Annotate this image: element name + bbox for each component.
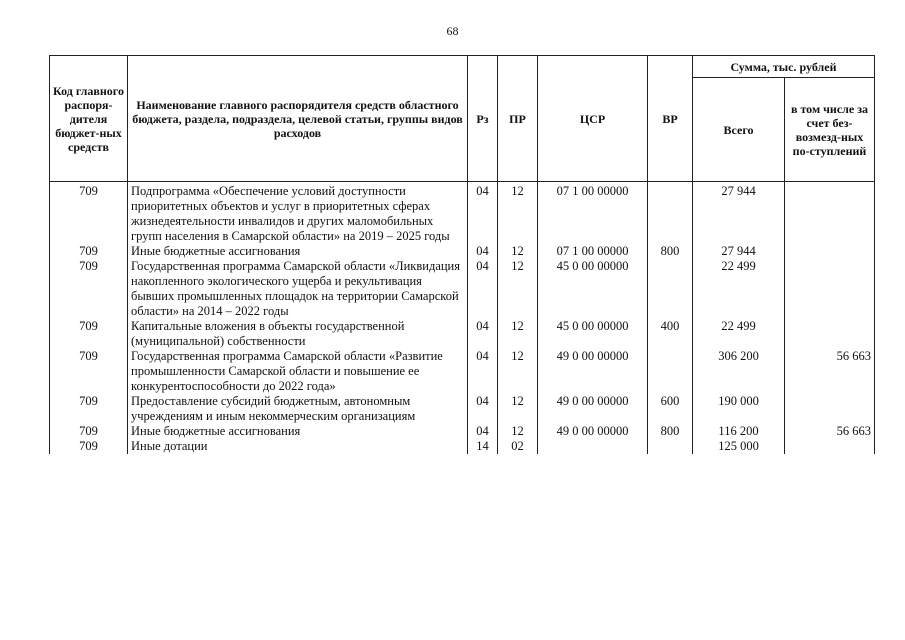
table-row <box>50 439 875 454</box>
budget-table <box>49 55 875 454</box>
table-row <box>50 259 875 319</box>
cell-rz: 04 <box>468 244 498 259</box>
cell-code: 709 <box>50 349 128 394</box>
cell-free <box>785 319 875 349</box>
cell-free <box>785 439 875 454</box>
cell-name: Капитальные вложения в объекты государственной (муниципальной) собственности <box>128 319 468 349</box>
cell-csr: 49 0 00 00000 <box>538 349 648 394</box>
cell-pr: 12 <box>498 349 538 394</box>
cell-csr: 07 1 00 00000 <box>538 244 648 259</box>
cell-pr: 12 <box>498 394 538 424</box>
cell-total: 190 000 <box>693 394 785 424</box>
cell-pr: 12 <box>498 244 538 259</box>
cell-free <box>785 394 875 424</box>
table-row <box>50 319 875 349</box>
cell-rz: 04 <box>468 319 498 349</box>
table-row <box>50 424 875 439</box>
cell-name: Иные бюджетные ассигнования <box>128 244 468 259</box>
cell-csr: 07 1 00 00000 <box>538 182 648 245</box>
cell-vr: 800 <box>648 244 693 259</box>
cell-name: Предоставление субсидий бюджетным, автономным учреждениям и иным некоммерческим организациям <box>128 394 468 424</box>
table-row <box>50 394 875 424</box>
cell-code: 709 <box>50 394 128 424</box>
cell-total: 125 000 <box>693 439 785 454</box>
cell-vr <box>648 439 693 454</box>
cell-rz: 04 <box>468 349 498 394</box>
cell-total: 27 944 <box>693 244 785 259</box>
cell-code: 709 <box>50 424 128 439</box>
cell-name: Иные бюджетные ассигнования <box>128 424 468 439</box>
header-free: в том числе за счет без-возмезд-ных по-ступлений <box>785 78 875 182</box>
cell-total: 116 200 <box>693 424 785 439</box>
cell-total: 306 200 <box>693 349 785 394</box>
cell-vr: 600 <box>648 394 693 424</box>
table-row <box>50 349 875 394</box>
cell-csr: 45 0 00 00000 <box>538 319 648 349</box>
cell-csr: 45 0 00 00000 <box>538 259 648 319</box>
cell-name: Подпрограмма «Обеспечение условий доступности приоритетных объектов и услуг в приоритетных сферах жизнедеятельности инвалидов и других маломобильных групп населения в Самарской области» на 2019 – 2025 годы <box>128 182 468 245</box>
cell-pr: 12 <box>498 182 538 245</box>
header-rz: Рз <box>468 56 498 182</box>
cell-free <box>785 182 875 245</box>
cell-free: 56 663 <box>785 424 875 439</box>
cell-name: Государственная программа Самарской области «Ликвидация накопленного экологического ущерба и рекультивация бывших промышленных площадок на территории Самарской области» на 2014 – 2022 годы <box>128 259 468 319</box>
cell-pr: 12 <box>498 259 538 319</box>
cell-vr <box>648 182 693 245</box>
cell-total: 27 944 <box>693 182 785 245</box>
cell-csr: 49 0 00 00000 <box>538 424 648 439</box>
header-vr: ВР <box>648 56 693 182</box>
cell-rz: 04 <box>468 424 498 439</box>
header-code: Код главного распоря-дителя бюджет-ных средств <box>50 56 128 182</box>
cell-rz: 04 <box>468 394 498 424</box>
cell-free <box>785 244 875 259</box>
cell-code: 709 <box>50 244 128 259</box>
table-row <box>50 182 875 245</box>
cell-code: 709 <box>50 182 128 245</box>
header-sum: Сумма, тыс. рублей <box>693 56 875 78</box>
cell-csr <box>538 439 648 454</box>
table-body <box>50 182 875 455</box>
cell-code: 709 <box>50 259 128 319</box>
cell-pr: 02 <box>498 439 538 454</box>
cell-total: 22 499 <box>693 259 785 319</box>
cell-pr: 12 <box>498 424 538 439</box>
header-pr: ПР <box>498 56 538 182</box>
cell-code: 709 <box>50 319 128 349</box>
header-name: Наименование главного распорядителя средств областного бюджета, раздела, подраздела, целевой статьи, группы видов расходов <box>128 56 468 182</box>
table-row <box>50 244 875 259</box>
cell-vr: 800 <box>648 424 693 439</box>
cell-name: Государственная программа Самарской области «Развитие промышленности Самарской области и повышение ее конкурентоспособности до 2022 года» <box>128 349 468 394</box>
cell-rz: 04 <box>468 259 498 319</box>
cell-rz: 04 <box>468 182 498 245</box>
page-number: 68 <box>446 24 459 38</box>
header-csr: ЦСР <box>538 56 648 182</box>
cell-csr: 49 0 00 00000 <box>538 394 648 424</box>
cell-vr <box>648 349 693 394</box>
cell-free <box>785 259 875 319</box>
cell-vr: 400 <box>648 319 693 349</box>
cell-vr <box>648 259 693 319</box>
cell-code: 709 <box>50 439 128 454</box>
cell-free: 56 663 <box>785 349 875 394</box>
header-total: Всего <box>693 78 785 182</box>
cell-total: 22 499 <box>693 319 785 349</box>
cell-pr: 12 <box>498 319 538 349</box>
cell-rz: 14 <box>468 439 498 454</box>
cell-name: Иные дотации <box>128 439 468 454</box>
